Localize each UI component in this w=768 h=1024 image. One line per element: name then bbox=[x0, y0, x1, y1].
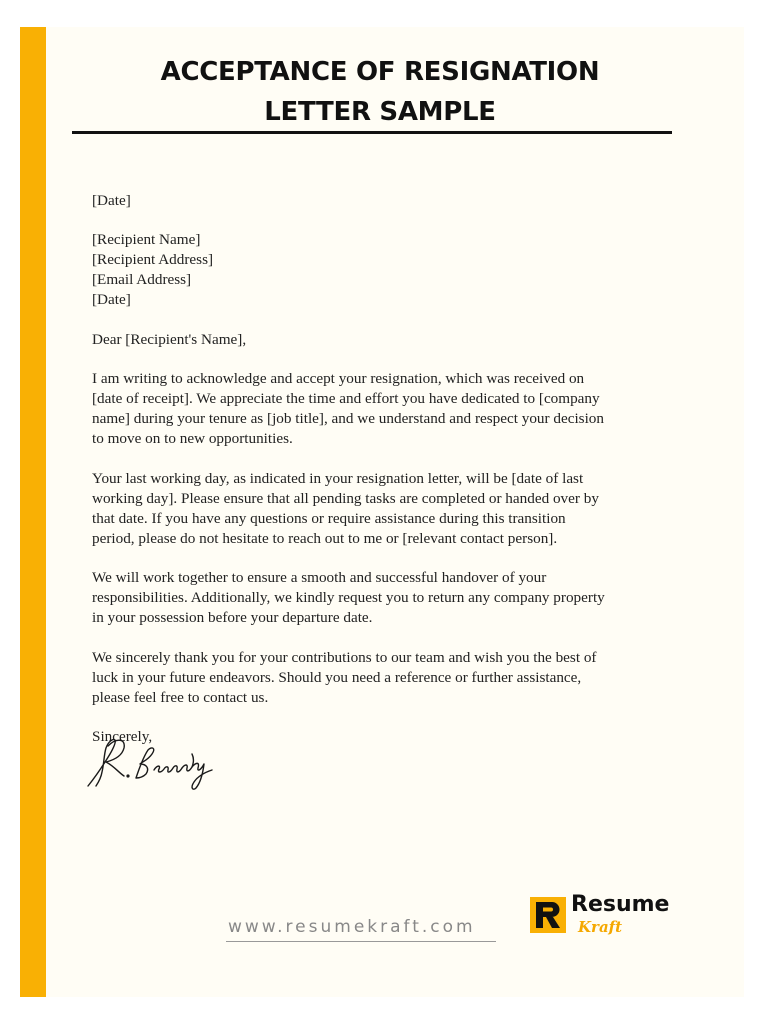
paragraph-2-line: Your last working day, as indicated in your resignation letter, will be [date of last bbox=[92, 470, 584, 487]
paragraph-1-line: name] during your tenure as [job title], and we understand and respect your decision bbox=[92, 410, 604, 427]
logo-word: Resume bbox=[571, 892, 670, 917]
title-line-2: LETTER SAMPLE bbox=[264, 97, 496, 127]
document-title bbox=[70, 52, 690, 132]
paragraph-2-line: period, please do not hesitate to reach out to me or [relevant contact person]. bbox=[92, 530, 558, 547]
paragraph-3-line: responsibilities. Additionally, we kindly request you to return any company property bbox=[92, 589, 605, 606]
logo-subword: Kraft bbox=[578, 918, 623, 936]
resumekraft-logo-icon bbox=[530, 897, 566, 933]
website-url: www.resumekraft.com bbox=[228, 917, 476, 937]
paragraph-3-line: We will work together to ensure a smooth and successful handover of your bbox=[92, 569, 547, 586]
salutation: Dear [Recipient's Name], bbox=[92, 331, 247, 348]
website-underline bbox=[226, 941, 496, 942]
paragraph-3-line: in your possession before your departure date. bbox=[92, 609, 373, 626]
recipient-name: [Recipient Name] bbox=[92, 231, 201, 248]
paragraph-4-line: luck in your future endeavors. Should you need a reference or further assistance, bbox=[92, 669, 582, 686]
accent-stripe bbox=[20, 27, 46, 997]
paragraph-2-line: working day]. Please ensure that all pending tasks are completed or handed over by bbox=[92, 490, 599, 507]
recipient-address: [Recipient Address] bbox=[92, 251, 214, 268]
paragraph-4-line: please feel free to contact us. bbox=[92, 689, 269, 706]
paragraph-1-line: I am writing to acknowledge and accept your resignation, which was received on bbox=[92, 370, 585, 387]
paragraph-4-line: We sincerely thank you for your contributions to our team and wish you the best of bbox=[92, 649, 597, 666]
signature-image bbox=[82, 720, 222, 790]
paragraph-1-line: to move on to new opportunities. bbox=[92, 430, 293, 447]
title-line-1: ACCEPTANCE OF RESIGNATION bbox=[160, 57, 600, 87]
paragraph-1-line: [date of receipt]. We appreciate the time and effort you have dedicated to [company bbox=[92, 390, 600, 407]
recipient-date: [Date] bbox=[92, 291, 131, 308]
email-address: [Email Address] bbox=[92, 271, 192, 288]
closing: Sincerely, bbox=[92, 728, 153, 745]
title-divider bbox=[72, 131, 672, 134]
paragraph-2-line: that date. If you have any questions or require assistance during this transition bbox=[92, 510, 566, 527]
date-line: [Date] bbox=[92, 192, 131, 209]
